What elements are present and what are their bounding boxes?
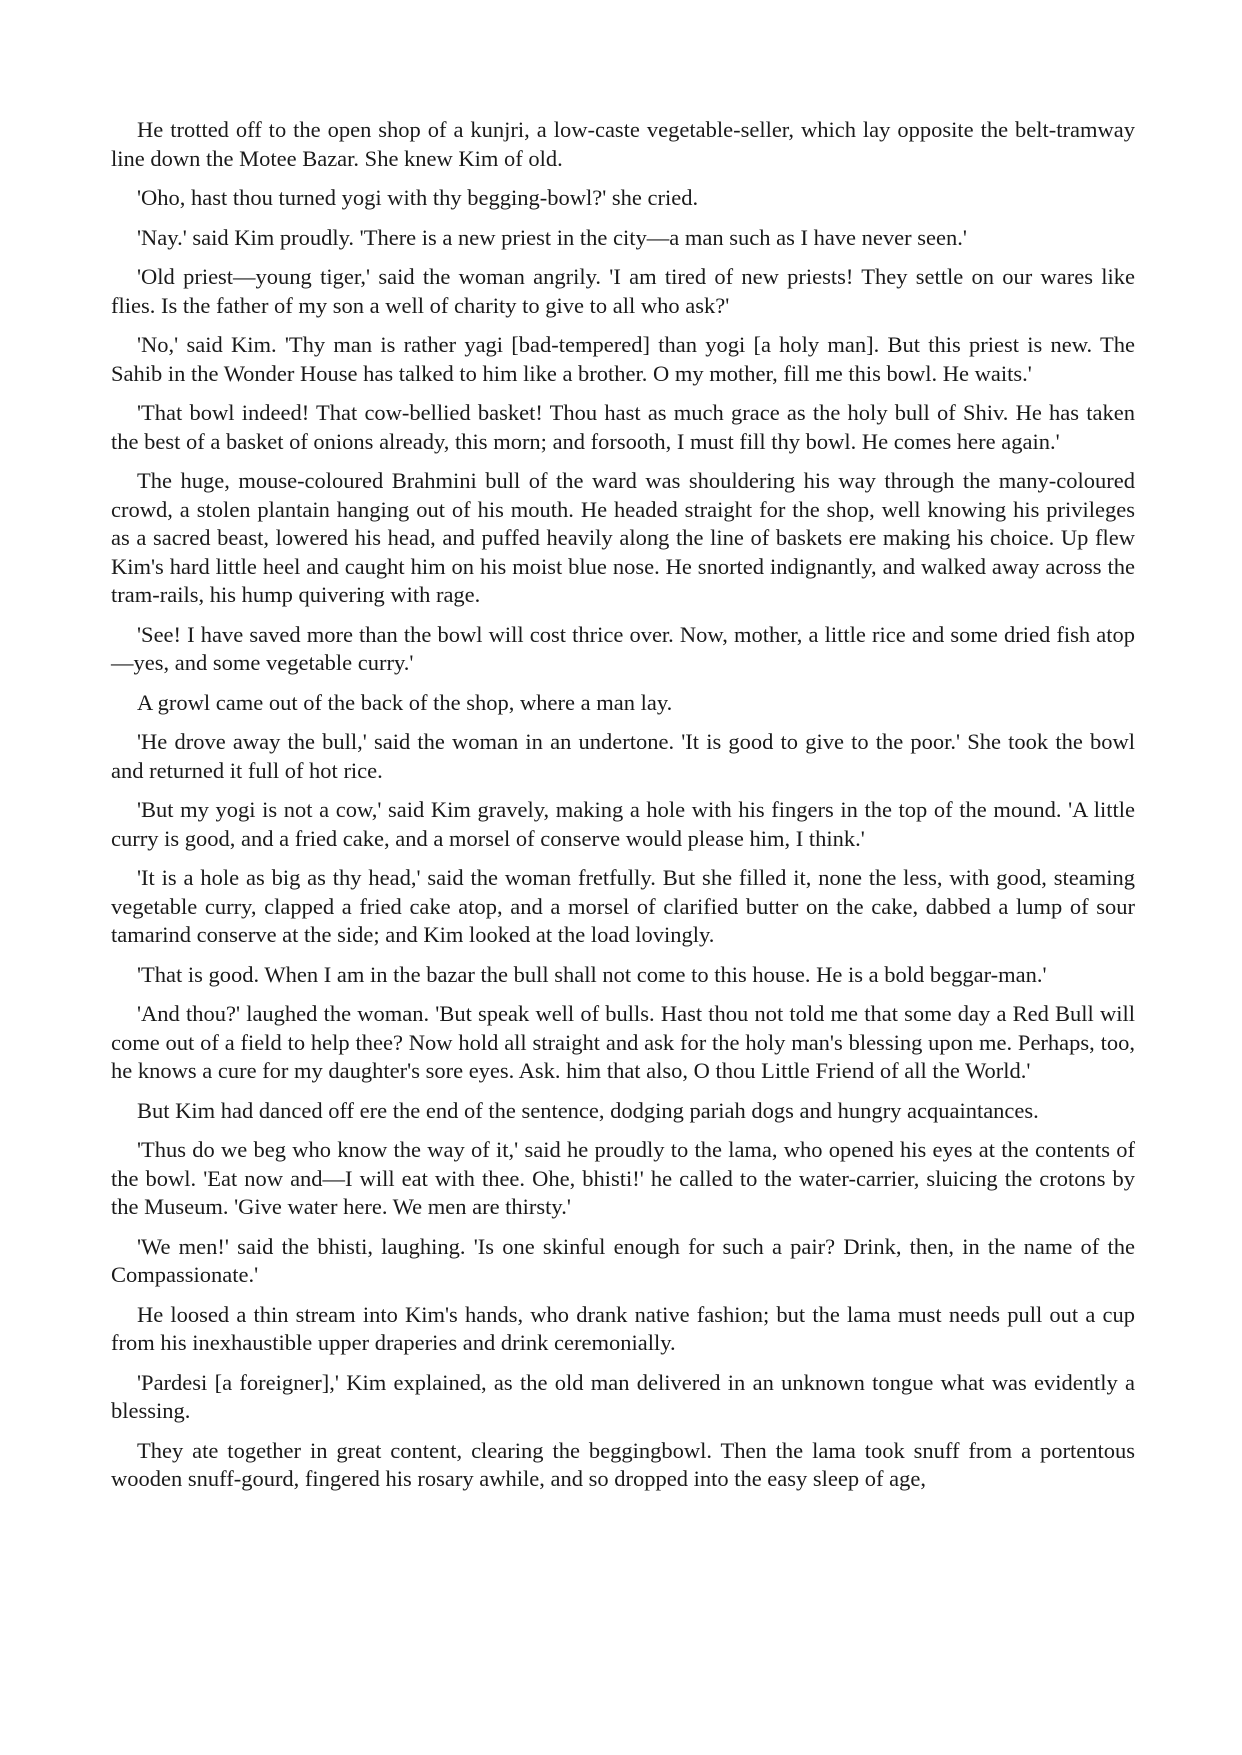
- paragraph-20: They ate together in great content, clearing the beggingbowl. Then the lama took snuff from a portentous wooden snuff-gourd, fingered his rosary awhile, and so dropped into the easy sleep of age,: [111, 1437, 1135, 1491]
- paragraph-10: 'He drove away the bull,' said the woman in an undertone. 'It is good to give to the poor.' She took the bowl and returned it full of hot rice.: [111, 729, 1135, 783]
- paragraph-3: 'Nay.' said Kim proudly. 'There is a new priest in the city—a man such as I have never seen.': [137, 224, 967, 250]
- paragraph-1: He trotted off to the open shop of a kunjri, a low-caste vegetable-seller, which lay opposite the belt-tramway line down the Motee Bazar. She knew Kim of old.: [111, 117, 1135, 171]
- paragraph-4: 'Old priest—young tiger,' said the woman angrily. 'I am tired of new priests! They settle on our wares like flies. Is the father of my son a well of charity to give to all who ask?': [111, 264, 1135, 318]
- paragraph-9: A growl came out of the back of the shop, where a man lay.: [137, 689, 673, 715]
- paragraph-6: 'That bowl indeed! That cow-bellied basket! Thou hast as much grace as the holy bull of Shiv. He has taken the best of a basket of onions already, this morn; and forsooth, I must fill thy bowl. He comes here again.': [111, 400, 1135, 454]
- paragraph-12: 'It is a hole as big as thy head,' said the woman fretfully. But she filled it, none the less, with good, steaming vegetable curry, clapped a fried cake atop, and a morsel of clarified butter on the cake, dabbed a lump of sour tamarind conserve at the side; and Kim looked at the load lovingly.: [111, 865, 1135, 947]
- paragraph-17: 'We men!' said the bhisti, laughing. 'Is one skinful enough for such a pair? Drink, then, in the name of the Compassionate.': [111, 1233, 1135, 1287]
- paragraph-8: 'See! I have saved more than the bowl will cost thrice over. Now, mother, a little rice and some dried fish atop—yes, and some vegetable curry.': [111, 621, 1135, 675]
- paragraph-11: 'But my yogi is not a cow,' said Kim gravely, making a hole with his fingers in the top of the mound. 'A little curry is good, and a fried cake, and a morsel of conserve would please him, I think.': [111, 797, 1135, 851]
- paragraph-14: 'And thou?' laughed the woman. 'But speak well of bulls. Hast thou not told me that some day a Red Bull will come out of a field to help thee? Now hold all straight and ask for the holy man's blessing upon me. Perhaps, too, he knows a cure for my daughter's sore eyes. Ask. him that also, O thou Little Friend of all the World.': [111, 1001, 1135, 1083]
- paragraph-16: 'Thus do we beg who know the way of it,' said he proudly to the lama, who opened his eyes at the contents of the bowl. 'Eat now and—I will eat with thee. Ohe, bhisti!' he called to the water-carrier, sluicing the crotons by the Museum. 'Give water here. We men are thirsty.': [111, 1137, 1135, 1219]
- paragraph-2: 'Oho, hast thou turned yogi with thy begging-bowl?' she cried.: [137, 185, 699, 210]
- paragraph-5: 'No,' said Kim. 'Thy man is rather yagi [bad-tempered] than yogi [a holy man]. But this priest is new. The Sahib in the Wonder House has talked to him like a brother. O my mother, fill me this bowl. He waits.': [111, 332, 1135, 386]
- paragraph-18: He loosed a thin stream into Kim's hands, who drank native fashion; but the lama must needs pull out a cup from his inexhaustible upper draperies and drink ceremonially.: [111, 1301, 1135, 1355]
- paragraph-7: The huge, mouse-coloured Brahmini bull of the ward was shouldering his way through the many-coloured crowd, a stolen plantain hanging out of his mouth. He headed straight for the shop, well knowing his privileges as a sacred beast, lowered his head, and puffed heavily along the line of baskets ere making his choice. Up flew Kim's hard little heel and caught him on his moist blue nose. He snorted indignantly, and walked away across the tram-rails, his hump quivering with rage.: [111, 468, 1135, 607]
- paragraph-15: But Kim had danced off ere the end of the sentence, dodging pariah dogs and hungry acquaintances.: [137, 1097, 1039, 1123]
- paragraph-13: 'That is good. When I am in the bazar the bull shall not come to this house. He is a bold beggar-man.': [137, 961, 1047, 987]
- page-body: [111, 116, 1135, 1505]
- paragraph-19: 'Pardesi [a foreigner],' Kim explained, as the old man delivered in an unknown tongue what was evidently a blessing.: [111, 1369, 1135, 1423]
